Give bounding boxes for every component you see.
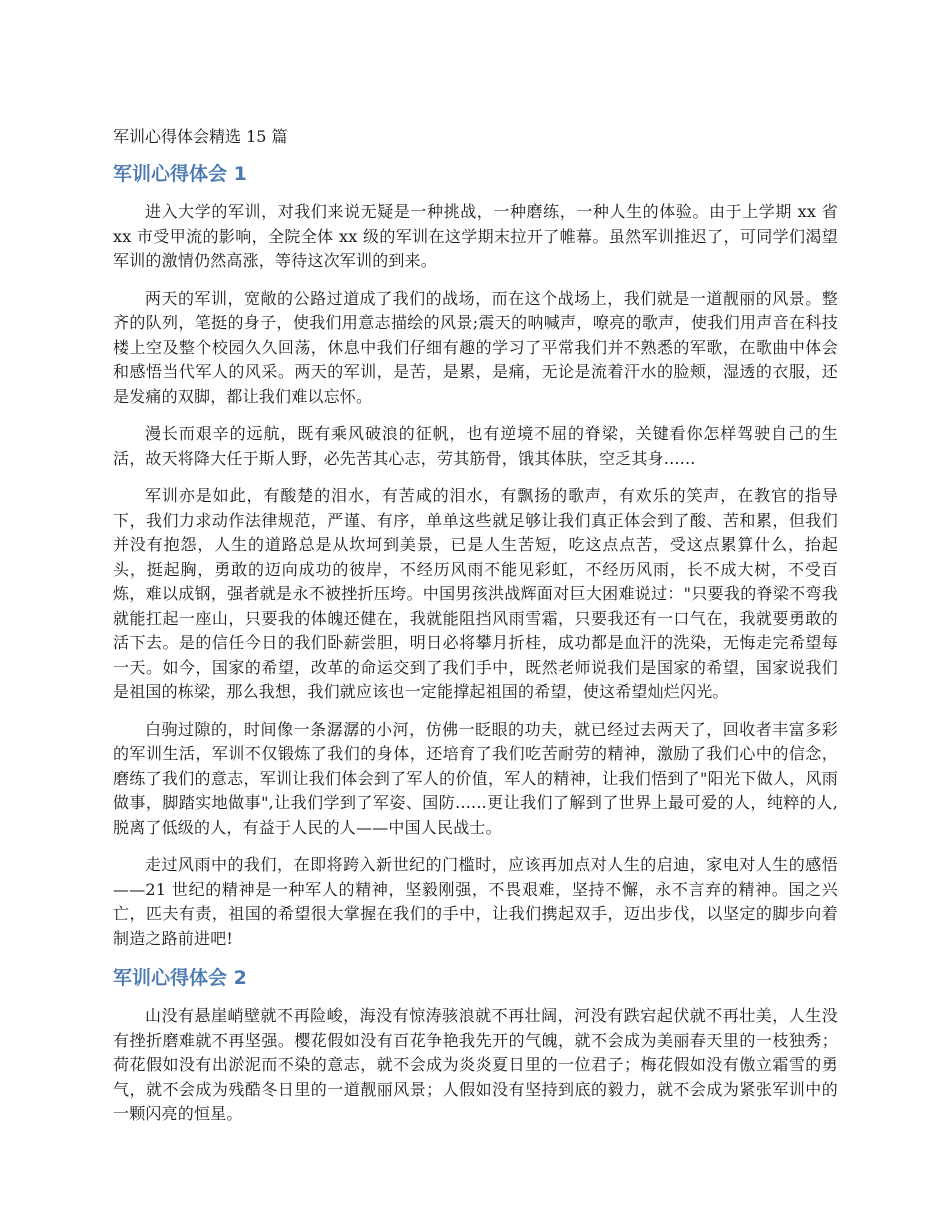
paragraph: 漫长而艰辛的远航，既有乘风破浪的征帆，也有逆境不屈的脊梁，关键看你怎样驾驶自己的生活，故天将降大任于斯人野，必先苦其心志，劳其筋骨，饿其体肤，空乏其身......: [113, 424, 838, 468]
document-title: 军训心得体会精选 15 篇: [113, 127, 288, 146]
paragraph: 山没有悬崖峭壁就不再险峻，海没有惊涛骇浪就不再壮阔，河没有跌宕起伏就不再壮美，人生没有挫折磨难就不再坚强。樱花假如没有百花争艳我先开的气魄，就不会成为美丽春天里的一枝独秀；荷花假如没有出淤泥而不染的意志，就不会成为炎炎夏日里的一位君子；梅花假如没有傲立霜雪的勇气，就不会成为残酷冬日里的一道靓丽风景；人假如没有坚持到底的毅力，就不会成为紧张军训中的一颗闪亮的恒星。: [113, 1006, 838, 1123]
section-2: [113, 964, 838, 1127]
document-page: [113, 124, 838, 1140]
section-heading: 军训心得体会 2: [113, 967, 247, 989]
section-1: [113, 160, 838, 951]
paragraph: 走过风雨中的我们，在即将跨入新世纪的门槛时，应该再加点对人生的启迪，家电对人生的感悟——21 世纪的精神是一种军人的精神，坚毅刚强，不畏艰难，坚持不懈，永不言弃的精神。国之兴亡，匹夫有责，祖国的希望很大掌握在我们的手中，让我们携起双手，迈出步伐，以坚定的脚步向着制造之路前进吧!: [113, 855, 838, 948]
paragraph: 白驹过隙的，时间像一条潺潺的小河，仿佛一眨眼的功夫，就已经过去两天了，回收者丰富多彩的军训生活，军训不仅锻炼了我们的身体，还培育了我们吃苦耐劳的精神，激励了我们心中的信念，磨练了我们的意志，军训让我们体会到了军人的价值，军人的精神，让我们悟到了"阳光下做人，风雨做事，脚踏实地做事",让我们学到了军姿、国防......更让我们了解到了世界上最可爱的人，纯粹的人,脱离了低级的人，有益于人民的人——中国人民战士。: [113, 719, 838, 837]
paragraph: 两天的军训，宽敞的公路过道成了我们的战场，而在这个战场上，我们就是一道靓丽的风景。整齐的队列，笔挺的身子，使我们用意志描绘的风景;震天的呐喊声，嘹亮的歌声，使我们用声音在科技楼上空及整个校园久久回荡，休息中我们仔细有趣的学习了平常我们并不熟悉的军歌，在歌曲中体会和感悟当代军人的风采。两天的军训，是苦，是累，是痛，无论是流着汗水的脸颊，湿透的衣服，还是发痛的双脚，都让我们难以忘怀。: [113, 288, 838, 406]
paragraph: 进入大学的军训，对我们来说无疑是一种挑战，一种磨练，一种人生的体验。由于上学期 xx 省 xx 市受甲流的影响，全院全体 xx 级的军训在这学期末拉开了帷幕。虽然军训推迟了，可同学们渴望军训的激情仍然高涨，等待这次军训的到来。: [113, 202, 838, 270]
section-heading: 军训心得体会 1: [113, 163, 247, 185]
paragraph: 军训亦是如此，有酸楚的泪水，有苦咸的泪水，有飘扬的歌声，有欢乐的笑声，在教官的指导下，我们力求动作法律规范，严谨、有序，单单这些就足够让我们真正体会到了酸、苦和累，但我们并没有抱怨，人生的道路总是从坎坷到美景，已是人生苦短，吃这点点苦，受这点累算什么，抬起头，挺起胸，勇敢的迈向成功的彼岸，不经历风雨不能见彩虹，不经历风雨，长不成大树，不受百炼，难以成钢，强者就是永不被挫折压垮。中国男孩洪战辉面对巨大困难说过："只要我的脊梁不弯我就能扛起一座山，只要我的体魄还健在，我就能阻挡风雨雪霜，只要我还有一口气在，我就要勇敢的活下去。是的信任今日的我们卧薪尝胆，明日必将攀月折桂，成功都是血汗的洗染，无悔走完希望每一天。如今，国家的希望，改革的命运交到了我们手中，既然老师说我们是国家的希望，国家说我们是祖国的栋梁，那么我想，我们就应该也一定能撑起祖国的希望，使这希望灿烂闪光。: [113, 486, 838, 701]
